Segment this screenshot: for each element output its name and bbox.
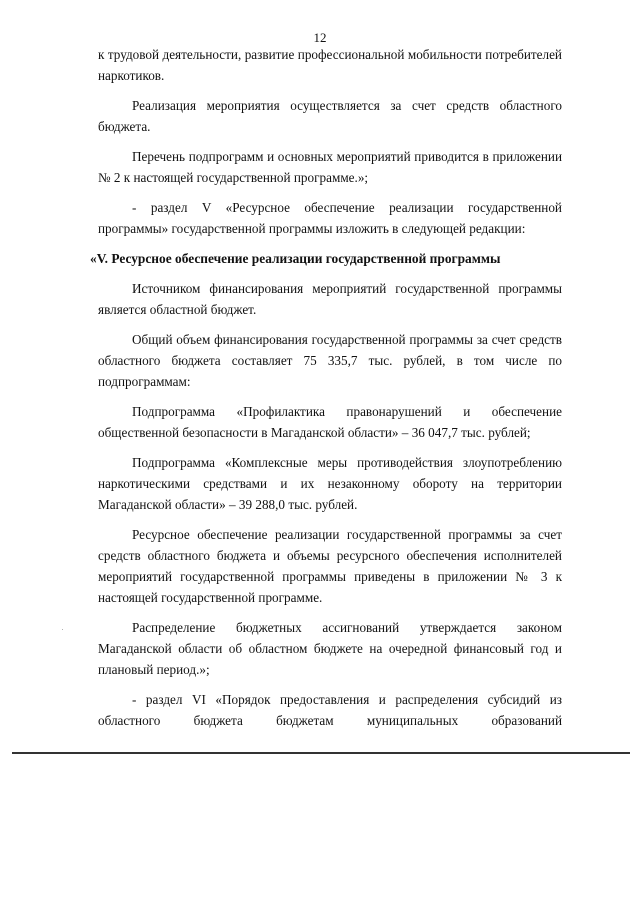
scan-speck [62,629,63,630]
paragraph-section-vi-amendment: - раздел VI «Порядок предоставления и распределения субсидий из областного бюджета бюджетам муниципальных образований [98,692,562,728]
paragraph-subprograms-list-note: Перечень подпрограмм и основных мероприятий приводится в приложении № 2 к настоящей государственной программе.»; [98,149,562,185]
paragraph-total-funding: Общий объем финансирования государственной программы за счет средств областного бюджета составляет 75 335,7 тыс. рублей, в том числе по подпрограммам: [98,332,562,389]
paragraph-subprogram-drug-countermeasures: Подпрограмма «Комплексные меры противодействия злоупотреблению наркотическими средствами и их незаконному обороту на территории Магаданской области» – 39 288,0 тыс. рублей. [98,455,562,512]
paragraph-resource-provision: Ресурсное обеспечение реализации государственной программы за счет средств областного бюджета и объемы ресурсного обеспечения исполнителей мероприятий государственной программы приведены в приложении № 3 к настоящей государственной программе. [98,527,562,605]
document-body [90,44,562,740]
paragraph-funding-note: Реализация мероприятия осуществляется за счет средств областного бюджета. [98,98,562,134]
paragraph-continuation: к трудовой деятельности, развитие профессиональной мобильности потребителей наркотиков. [98,47,562,83]
paragraph-budget-allocation: Распределение бюджетных ассигнований утверждается законом Магаданской области об областном бюджете на очередной финансовый год и плановый период.»; [98,620,562,677]
page-divider [12,752,630,754]
section-v-heading: «V. Ресурсное обеспечение реализации государственной программы [90,251,501,266]
paragraph-subprogram-crime-prevention: Подпрограмма «Профилактика правонарушений и обеспечение общественной безопасности в Магаданской области» – 36 047,7 тыс. рублей; [98,404,562,440]
paragraph-section-v-amendment: - раздел V «Ресурсное обеспечение реализации государственной программы» государственной программы изложить в следующей редакции: [98,200,562,236]
paragraph-funding-source: Источником финансирования мероприятий государственной программы является областной бюджет. [98,281,562,317]
page-number: 12 [313,30,327,45]
